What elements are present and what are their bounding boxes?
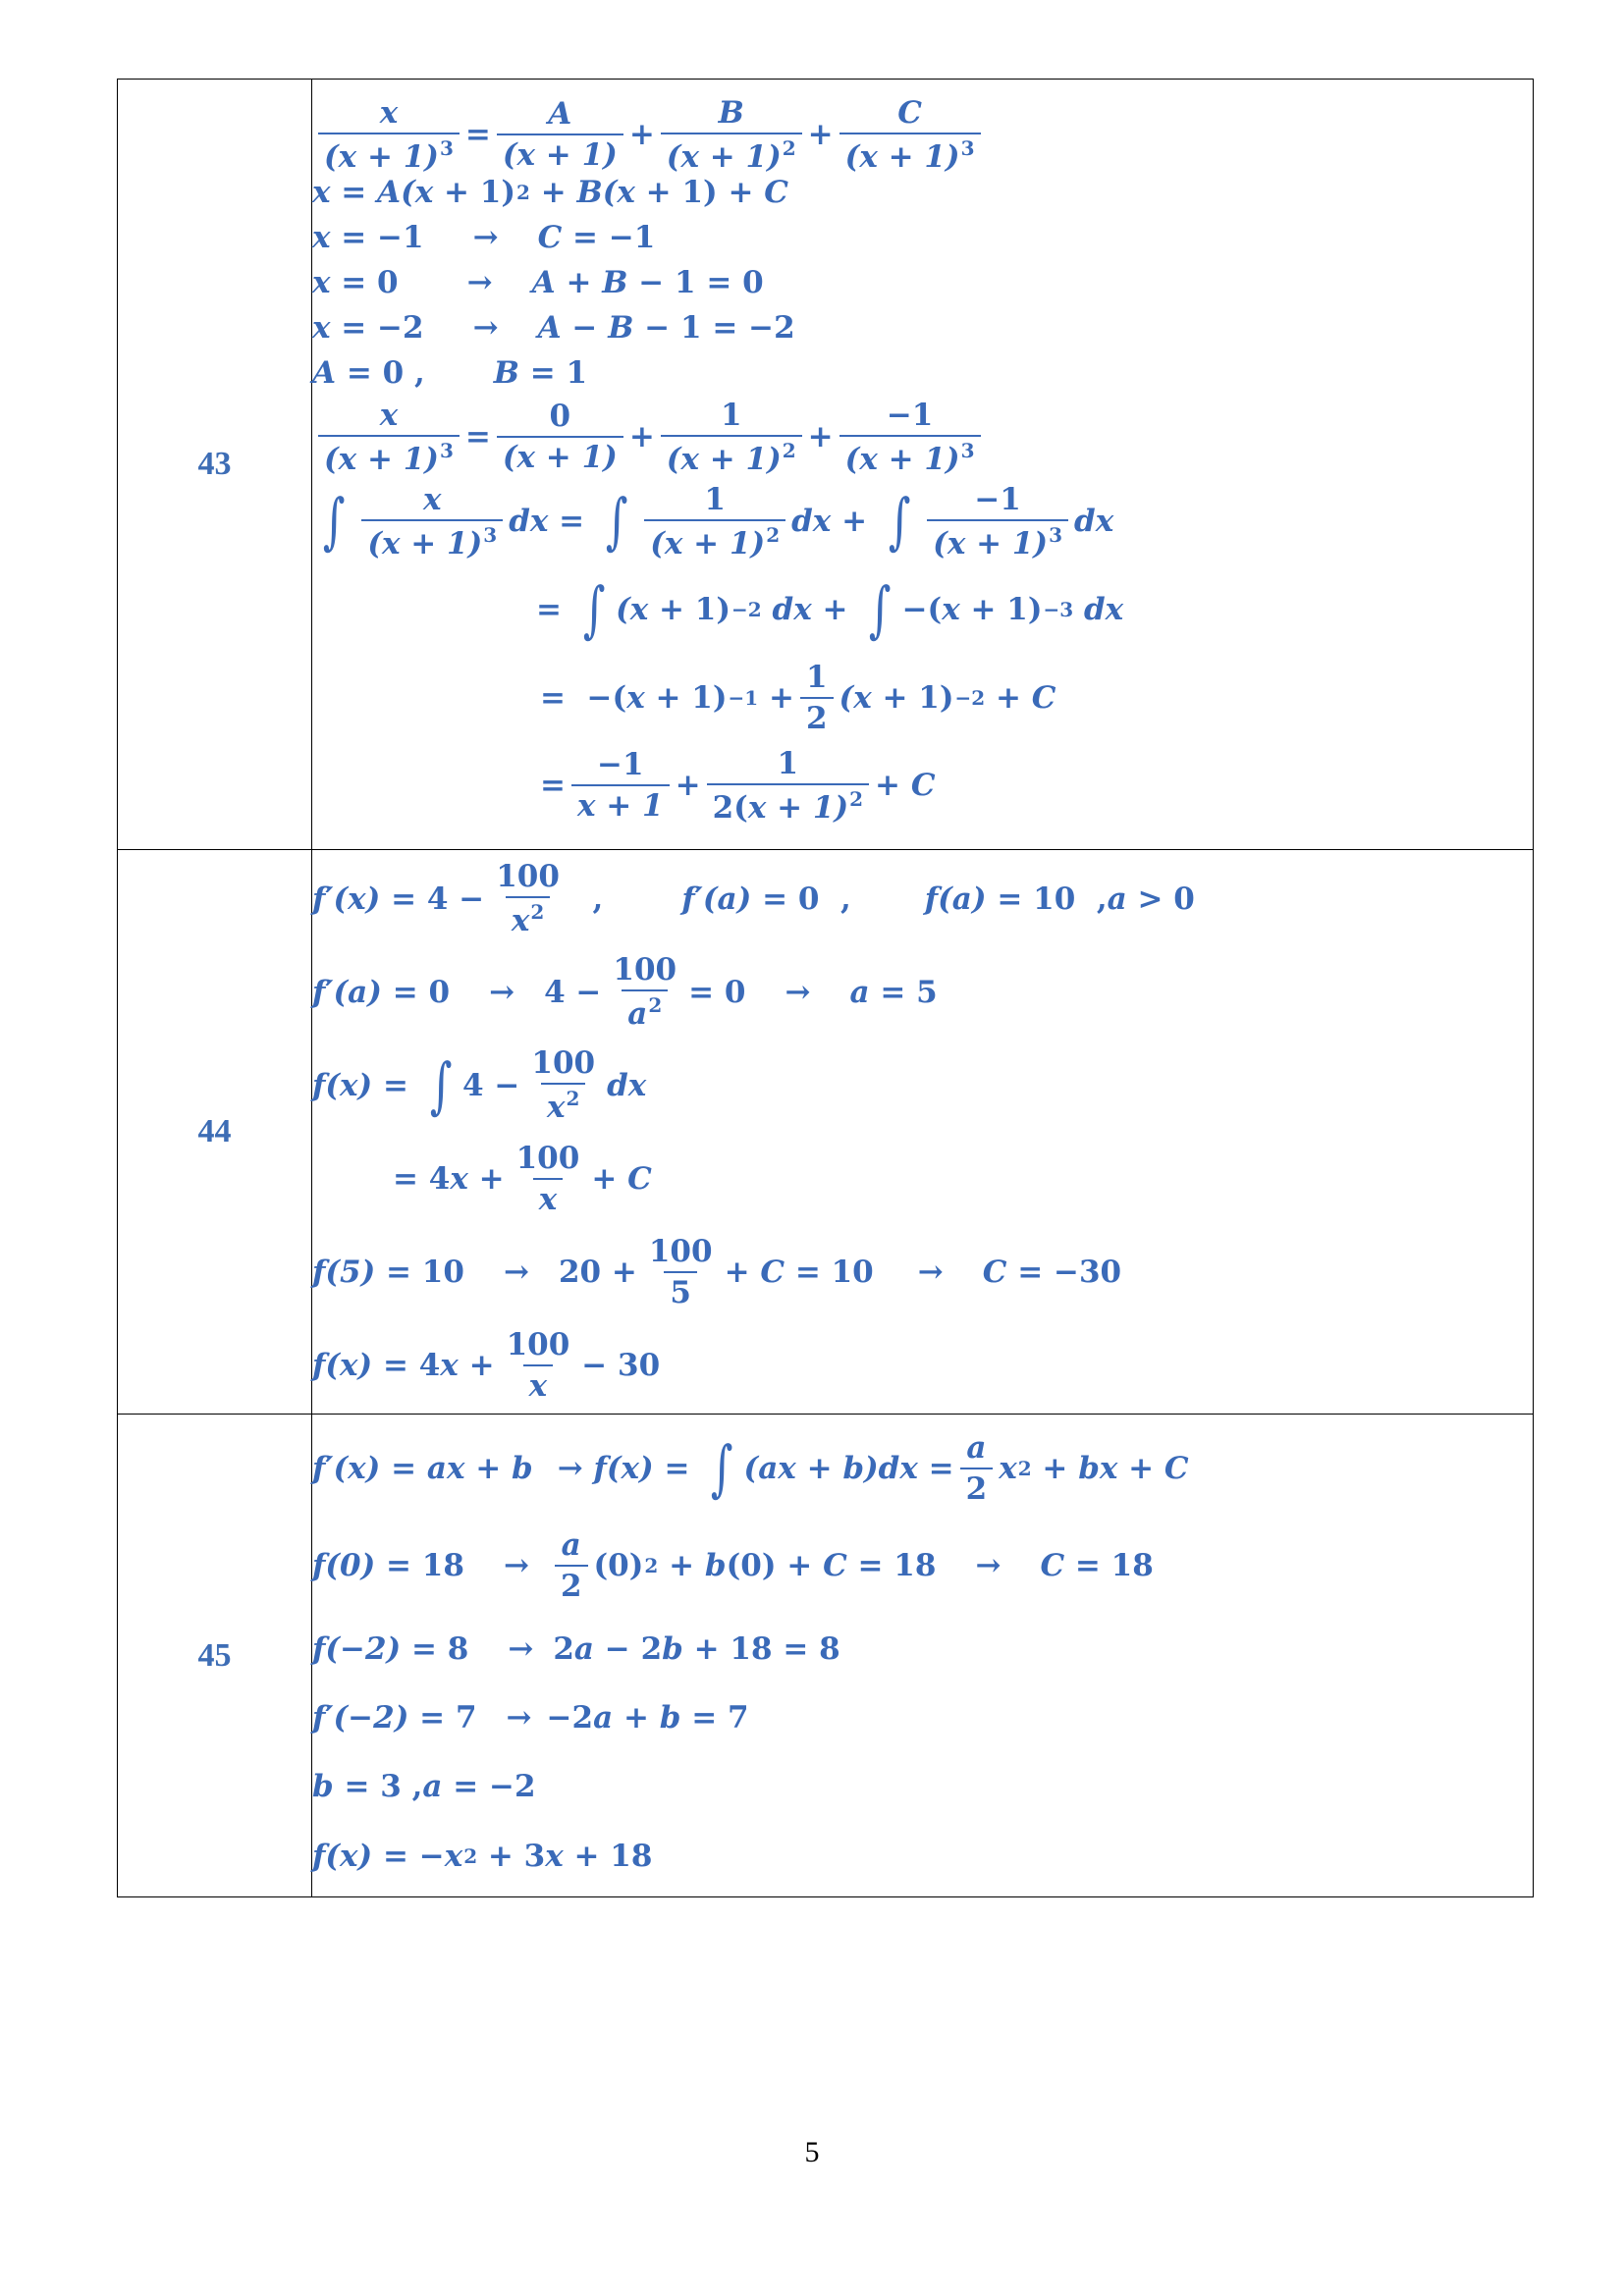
math-line: f(5) = 10 → 20 + $\frac{100}{5}$ + C = 10 → C = −30 <box>312 1233 1122 1310</box>
math-line: b = 3 , a = −2 <box>312 1768 536 1804</box>
math-line: $\frac{x}{(x + 1)^3}$ = $\frac{0}{(x + 1)}$ + $\frac{1}{(x + 1)^2}$ + $\frac{-1}{(x + 1)^3}$ <box>312 396 1533 478</box>
math-line: = 4 x + $\frac{100}{x}$ + C <box>393 1140 652 1217</box>
math-line: f′(x) = ax + b → f(x) = ∫ (ax + b)dx = $\frac{a}{2}$ x 2 + bx + C <box>312 1429 1189 1507</box>
problem-row-44 <box>118 850 1534 1415</box>
math-line: f(x) = 4 x + $\frac{100}{x}$ − 30 <box>312 1326 661 1404</box>
math-line: f(−2) = 8 → 2 a − 2 b + 18 = 8 <box>312 1630 840 1667</box>
problem-row-45 <box>118 1415 1534 1897</box>
math-line: x = A(x + 1) 2 + B(x + 1) + C <box>312 175 788 210</box>
problem-number: 43 <box>118 80 312 850</box>
math-line: x = −2 → A − B − 1 = −2 <box>312 310 795 346</box>
math-line: ∫ $\frac{x}{(x + 1)^3}$ dx = ∫ $\frac{1}{(x + 1)^2}$ dx + ∫ $\frac{-1}{(x + 1)^3}$ dx <box>322 481 1114 561</box>
math-line: = ∫ (x + 1) −2 dx + ∫ −( x + 1) −3 dx <box>536 573 1124 645</box>
solution-45 <box>312 1415 1534 1897</box>
math-line: f′(x) = 4 − $\frac{100}{x^2}$ , f′(a) = 0 , f(a) = 10 , a > 0 <box>312 859 1195 938</box>
solution-44 <box>312 850 1534 1415</box>
math-line: f′(a) = 0 → 4 − $\frac{100}{a^2}$ = 0 → a = 5 <box>312 952 938 1032</box>
problem-number: 45 <box>118 1415 312 1897</box>
page-number: 5 <box>804 2136 820 2168</box>
math-line: f(x) = ∫ 4 − $\frac{100}{x^2}$ dx <box>312 1045 647 1125</box>
math-line: $\frac{x}{(x + 1)^3}$ = $\frac{A}{(x + 1)}$ + $\frac{B}{(x + 1)^2}$ + $\frac{C}{(x + 1)^3}$ <box>312 99 1533 170</box>
math-line: = $\frac{-1}{x + 1}$ + $\frac{1}{2(x + 1)^2}$ + C <box>540 745 936 826</box>
math-line: x = −1 → C = −1 <box>312 220 656 255</box>
math-line: A = 0 , B = 1 <box>312 355 588 391</box>
problem-number: 44 <box>118 850 312 1415</box>
math-line: f(0) = 18 → $\frac{a}{2}$ (0) 2 + b (0) + C = 18 → C = 18 <box>312 1526 1154 1604</box>
math-line: f(x) = − x 2 + 3 x + 18 <box>312 1838 653 1874</box>
math-line: = −( x + 1) −1 + $\frac{1}{2}$ (x + 1) −2 + C <box>540 660 1056 736</box>
math-line: f′(−2) = 7 → −2 a + b = 7 <box>312 1699 749 1735</box>
solution-43 <box>312 80 1534 850</box>
solutions-table <box>117 79 1534 1897</box>
math-line: x = 0 → A + B − 1 = 0 <box>312 265 764 300</box>
problem-row-43 <box>118 80 1534 850</box>
